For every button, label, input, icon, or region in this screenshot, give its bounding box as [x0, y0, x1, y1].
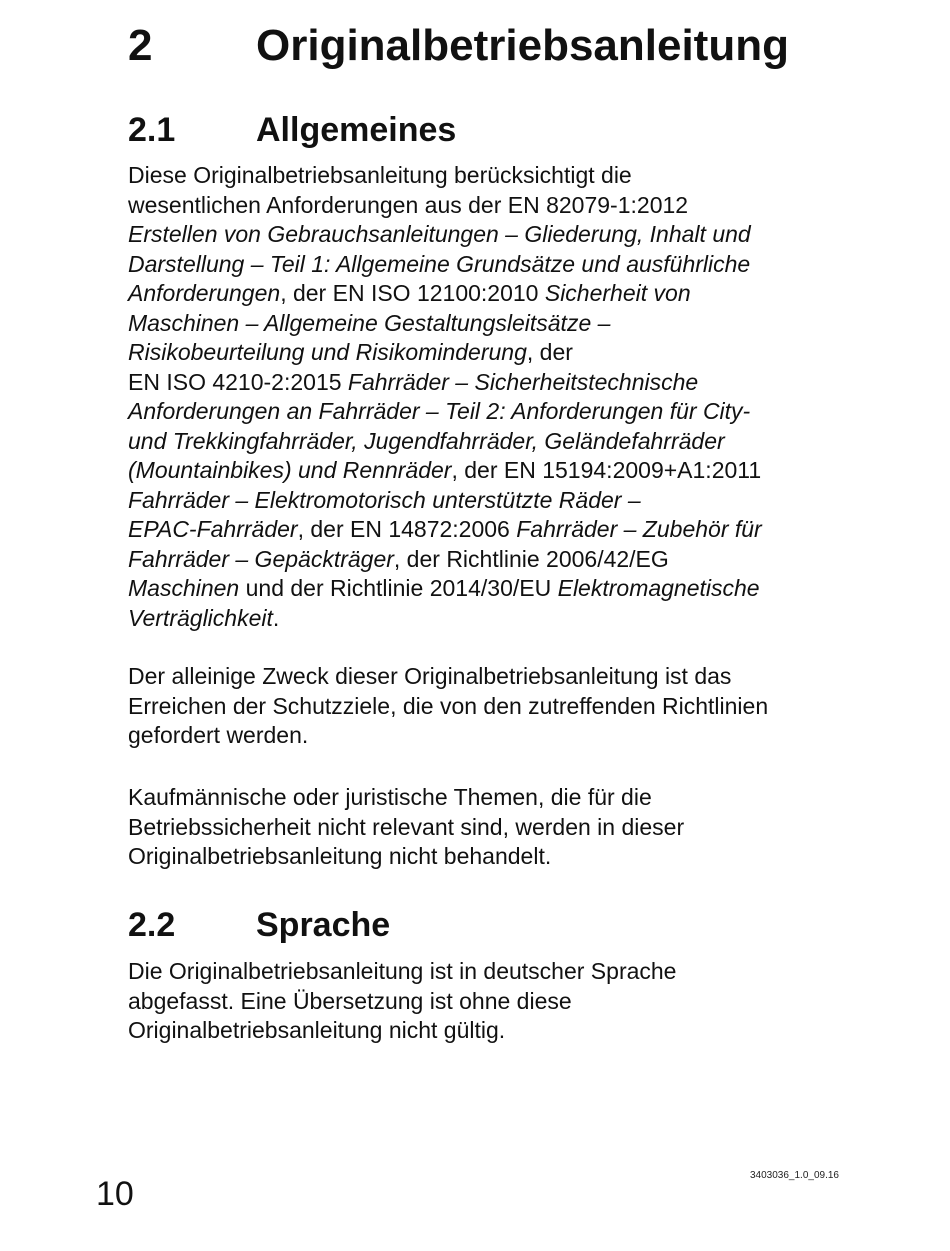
chapter-number: 2	[128, 21, 153, 70]
italic-text: (Mountainbikes) und Rennräder	[128, 457, 452, 483]
text-line	[128, 368, 868, 398]
italic-text: Risikobeurteilung und Risikominderung	[128, 339, 527, 365]
italic-text: EPAC-Fahrräder	[128, 516, 298, 542]
text-line	[128, 309, 868, 339]
text: wesentlichen Anforderungen aus der EN 82079-1:2012	[128, 191, 689, 218]
text-line	[128, 545, 868, 575]
italic-text: Fahrräder – Sicherheitstechnische	[347, 368, 699, 395]
paragraph-language	[128, 957, 868, 1046]
italic-text: Anforderungen an Fahrräder – Teil 2: Anforderungen für City-	[128, 398, 751, 424]
text: , der	[526, 339, 573, 365]
text-line	[128, 604, 868, 634]
text-line: Originalbetriebsanleitung nicht gültig.	[128, 1017, 506, 1043]
text-line: Der alleinige Zweck dieser Originalbetriebsanleitung ist das	[128, 663, 732, 689]
italic-text: Maschinen	[128, 575, 240, 601]
text-line: Betriebssicherheit nicht relevant sind, werden in dieser	[128, 813, 685, 840]
italic-text: Fahrräder – Gepäckträger	[128, 545, 394, 572]
text-line: Erreichen der Schutzziele, die von den zutreffenden Richtlinien	[128, 692, 769, 719]
italic-text: Elektromagnetische	[557, 575, 760, 601]
section-number: 2.2	[128, 906, 176, 944]
italic-text: Darstellung – Teil 1: Allgemeine Grundsätze und ausführliche	[128, 250, 751, 277]
italic-text: und Trekkingfahrräder, Jugendfahrräder, Geländefahrräder	[128, 427, 725, 454]
italic-text: Verträglichkeit	[128, 604, 273, 631]
text-line	[128, 486, 868, 516]
text: und der Richtlinie 2014/30/EU	[239, 575, 558, 601]
text: , der EN 15194:2009+A1:2011	[451, 457, 762, 483]
text-line	[128, 191, 868, 221]
chapter-title: Originalbetriebsanleitung	[256, 21, 789, 70]
text: .	[272, 604, 280, 631]
text-line: abgefasst. Eine Übersetzung ist ohne diese	[128, 987, 572, 1014]
italic-text: Anforderungen	[128, 280, 281, 306]
text: Diese Originalbetriebsanleitung berücksichtigt die	[128, 162, 632, 188]
italic-text: Sicherheit von	[544, 280, 691, 306]
page-number: 10	[96, 1175, 134, 1213]
text-line: Originalbetriebsanleitung nicht behandelt.	[128, 843, 552, 869]
section-number: 2.1	[128, 111, 176, 149]
text-line	[128, 161, 868, 191]
italic-text: Fahrräder – Elektromotorisch unterstützte Räder –	[128, 486, 641, 513]
text-line	[128, 456, 868, 486]
text: EN ISO 4210-2:2015	[128, 368, 348, 395]
paragraph-standards	[128, 161, 868, 633]
text: , der EN 14872:2006	[297, 516, 517, 542]
chapter-heading	[128, 18, 789, 74]
text-line: gefordert werden.	[128, 722, 309, 748]
section-heading-allgemeines	[128, 108, 456, 152]
section-heading-sprache	[128, 903, 390, 947]
section-title: Allgemeines	[256, 111, 457, 149]
italic-text: Maschinen – Allgemeine Gestaltungsleitsätze –	[128, 309, 611, 336]
italic-text: Erstellen von Gebrauchsanleitungen – Gliederung, Inhalt und	[128, 221, 751, 247]
text: , der Richtlinie 2006/42/EG	[393, 545, 669, 572]
text-line	[128, 220, 868, 250]
text-line	[128, 515, 868, 545]
paragraph-purpose	[128, 662, 868, 751]
text-line	[128, 397, 868, 427]
text-line	[128, 279, 868, 309]
text-line	[128, 250, 868, 280]
italic-text: Fahrräder – Zubehör für	[516, 516, 762, 542]
paragraph-commercial-legal	[128, 783, 868, 872]
document-code: 3403036_1.0_09.16	[750, 1170, 839, 1181]
text-line	[128, 574, 868, 604]
text-line: Kaufmännische oder juristische Themen, die für die	[128, 784, 652, 810]
text-line	[128, 427, 868, 457]
text-line	[128, 338, 868, 368]
text-line: Die Originalbetriebsanleitung ist in deutscher Sprache	[128, 958, 677, 984]
text: , der EN ISO 12100:2010	[280, 280, 545, 306]
section-title: Sprache	[256, 906, 391, 944]
